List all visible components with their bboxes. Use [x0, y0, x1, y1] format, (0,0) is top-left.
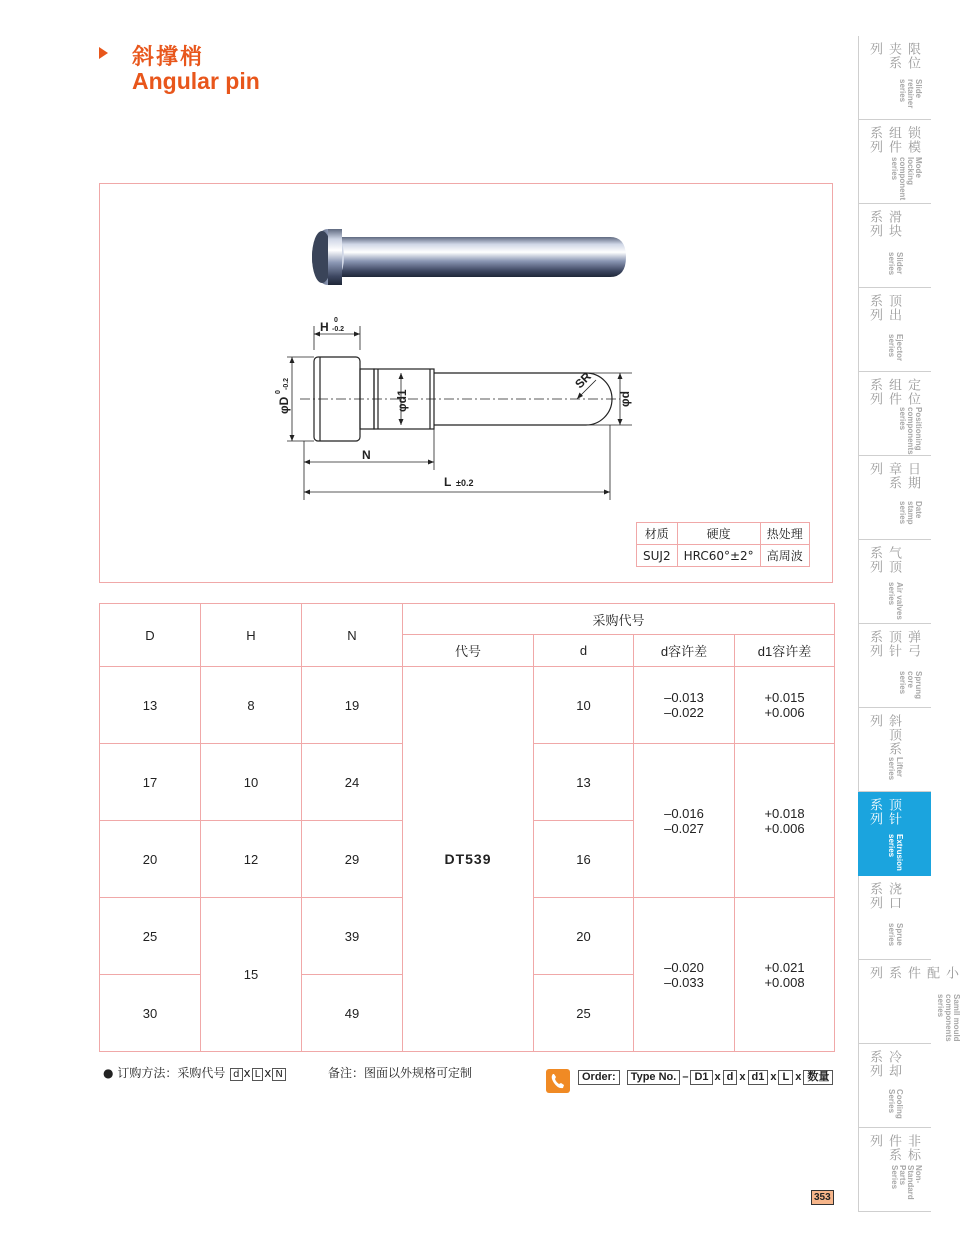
header-d: d [534, 635, 634, 667]
order-box-d: d [723, 1070, 738, 1085]
header-D: D [100, 604, 201, 667]
cell-D: 25 [100, 898, 201, 975]
label-d1: φd1 [395, 389, 409, 412]
header-H: H [201, 604, 302, 667]
page-number: 353 [811, 1190, 834, 1205]
header-purchase-code: 采购代号 [403, 604, 835, 635]
cell-d-tolerance: –0.013 –0.022 [634, 667, 735, 744]
label-H: H [320, 320, 329, 334]
cell-H: 12 [201, 821, 302, 898]
hardness-header: 硬度 [677, 523, 760, 545]
sidebar-item-mode-locking[interactable]: 锁模组件系列 Mode locking component series [858, 120, 931, 204]
label-H-tol-bot: -0.2 [332, 326, 345, 333]
custom-note: 备注：图面以外规格可定制 [328, 1066, 473, 1080]
sidebar-item-ejector[interactable]: 顶出系列 Ejector series [858, 288, 931, 372]
cell-d: 10 [534, 667, 634, 744]
cell-N: 19 [302, 667, 403, 744]
cell-H: 8 [201, 667, 302, 744]
cell-d: 20 [534, 898, 634, 975]
cell-code: DT539 [403, 667, 534, 1052]
cell-N: 49 [302, 975, 403, 1052]
sidebar-item-non-standard[interactable]: 非标件系列 Non-Standard Parts Series [858, 1128, 931, 1212]
label-SR: SR [572, 369, 594, 392]
header-N: N [302, 604, 403, 667]
order-box-d1: d1 [748, 1070, 769, 1085]
pin-photo [300, 222, 630, 292]
label-D-tol-top: 0 [275, 390, 282, 394]
technical-drawing [270, 310, 640, 510]
sidebar-item-air-valves[interactable]: 气顶系列 Air valves series [858, 540, 931, 624]
label-L: L [444, 475, 452, 489]
material-header: 材质 [637, 523, 678, 545]
header-d1-tolerance: d1容许差 [735, 635, 835, 667]
order-box-d: d [230, 1068, 242, 1081]
cell-d: 16 [534, 821, 634, 898]
sidebar-item-small-components[interactable]: 小配件系列 Samll mould components series [858, 960, 931, 1044]
cell-H: 15 [201, 898, 302, 1052]
cell-N: 24 [302, 744, 403, 821]
cell-D: 20 [100, 821, 201, 898]
series-sidebar [858, 36, 961, 1212]
sidebar-item-sprung-core[interactable]: 弹弓顶针系列 Sprung core series [858, 624, 931, 708]
cell-d: 25 [534, 975, 634, 1052]
page-title-en: Angular pin [132, 68, 260, 94]
label-H-tol-top: 0 [334, 317, 338, 324]
header-code: 代号 [403, 635, 534, 667]
heat-treatment-value: 高周波 [760, 545, 809, 567]
type-no-box: Type No. [627, 1070, 681, 1085]
material-table [636, 522, 810, 567]
hardness-value: HRC60°±2° [677, 545, 760, 567]
cell-D: 30 [100, 975, 201, 1052]
cell-D: 13 [100, 667, 201, 744]
label-L-tol: ±0.2 [456, 478, 474, 488]
cell-d1-tolerance: +0.021 +0.008 [735, 898, 835, 1052]
sidebar-item-cooling[interactable]: 冷却系列 Cooling Series [858, 1044, 931, 1128]
label-N: N [362, 448, 371, 462]
order-box-N: N [272, 1068, 285, 1081]
sidebar-item-extrusion[interactable]: 顶针系列 Extrusion series [858, 792, 931, 876]
cell-d1-tolerance: +0.015 +0.006 [735, 667, 835, 744]
cell-N: 29 [302, 821, 403, 898]
label-D-tol-bot: -0.2 [283, 377, 290, 390]
sidebar-item-slider[interactable]: 滑块系列 Slider series [858, 204, 931, 288]
cell-d-tolerance: –0.016 –0.027 [634, 744, 735, 898]
sidebar-item-slide-retainer[interactable]: 限位夹系列 Slide retainer series [858, 36, 931, 120]
sidebar-item-sprue[interactable]: 浇口系列 Sprue series [858, 876, 931, 960]
page-title-cn: 斜撑梢 [132, 45, 205, 70]
label-d: φd [618, 391, 632, 407]
sidebar-item-lifter[interactable]: 斜顶系列 Lifter series [858, 708, 931, 792]
heat-treatment-header: 热处理 [760, 523, 809, 545]
title-arrow-icon [99, 47, 108, 59]
sidebar-item-positioning[interactable]: 定位组件系列 Positioning components series [858, 372, 931, 456]
order-box-D1: D1 [690, 1070, 712, 1085]
spec-table [99, 603, 835, 1052]
sidebar-item-date-stamp[interactable]: 日期章系列 Date stamp series [858, 456, 931, 540]
cell-d: 13 [534, 744, 634, 821]
order-method-en: Order: Type No. – D1 x d x d1 x L x 数量 [576, 1070, 835, 1085]
order-box-L: L [252, 1068, 264, 1081]
order-label: Order: [578, 1070, 620, 1085]
cell-d1-tolerance: +0.018 +0.006 [735, 744, 835, 898]
bullet-icon: ● [103, 1066, 114, 1080]
order-method-cn: ● 订购方法：采购代号 d x L x N [103, 1064, 287, 1081]
cell-H: 10 [201, 744, 302, 821]
order-box-L: L [778, 1070, 793, 1085]
label-D: φD [277, 396, 291, 414]
header-d-tolerance: d容许差 [634, 635, 735, 667]
cell-d-tolerance: –0.020 –0.033 [634, 898, 735, 1052]
cell-N: 39 [302, 898, 403, 975]
order-box-qty: 数量 [803, 1070, 833, 1085]
material-value: SUJ2 [637, 545, 678, 567]
cell-D: 17 [100, 744, 201, 821]
phone-order-icon [546, 1069, 570, 1093]
